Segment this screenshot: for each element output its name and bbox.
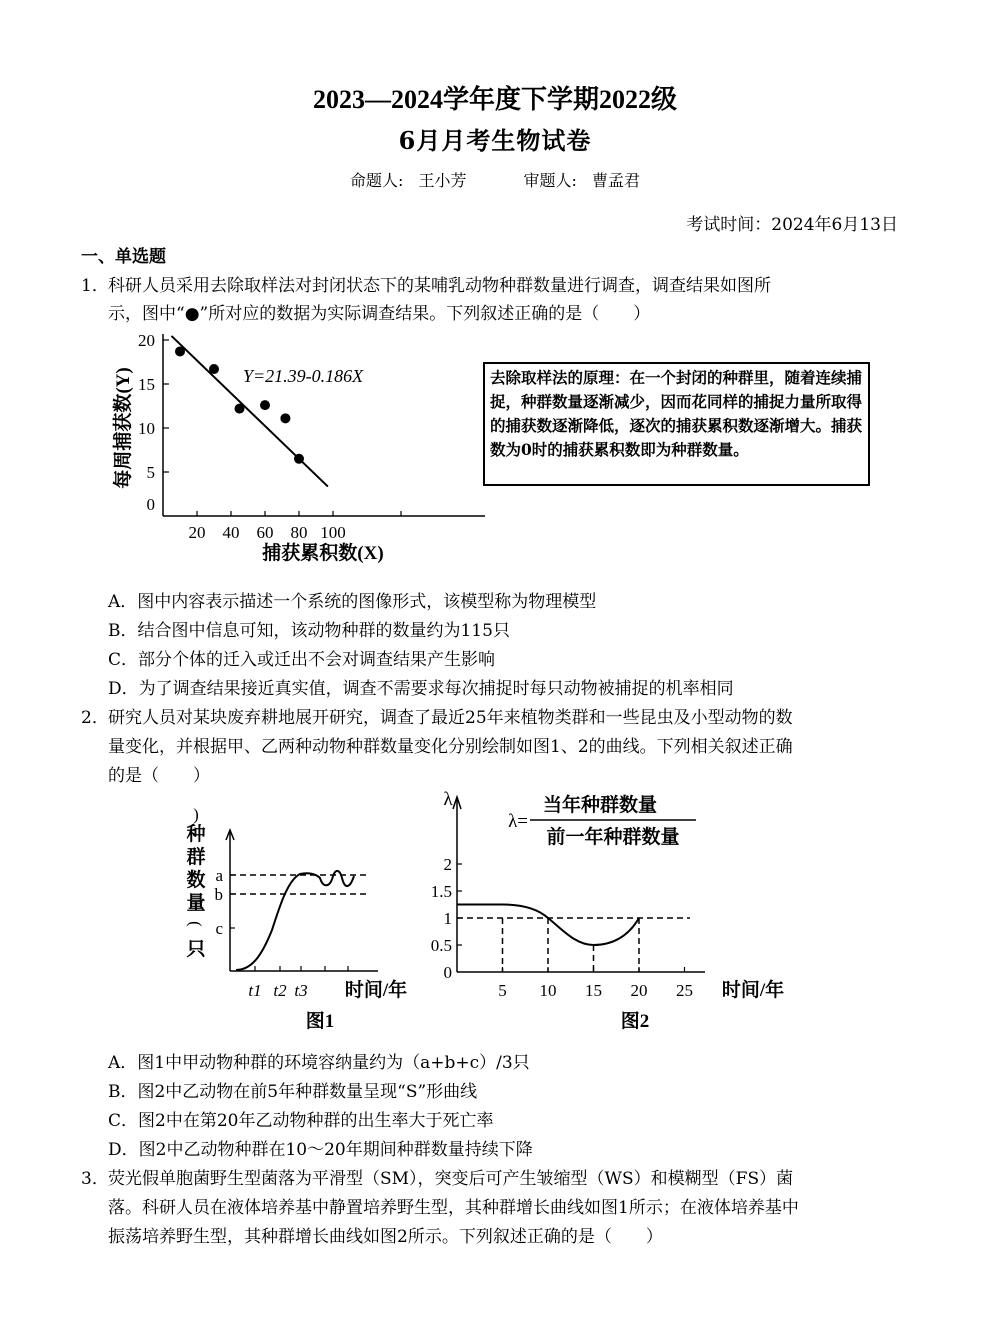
q1-principle-box: 去除取样法的原理：在一个封闭的种群里，随着连续捕捉，种群数量逐渐减少，因而花同样的捕捉力量所取得的捕获数逐渐降低，逐次的捕获累积数逐渐增大。捕获数为0时的捕获累积数即为种群数量。 [483,362,870,486]
y-tick-label: 0 [146,495,155,514]
y-tick-label: c [215,919,223,938]
q2-figure1-chart [170,805,420,1035]
x-tick-label: 40 [222,523,240,542]
authors-line [0,170,990,192]
population-curve [236,871,354,970]
y-tick-label: 0 [443,963,452,982]
q1-option-a: A．图中内容表示描述一个系统的图像形式，该模型称为物理模型 [108,592,597,612]
y-tick-label: 10 [138,419,155,438]
x-axis-label: 时间/年 [721,980,785,1001]
q1-number: 1． [81,276,109,296]
y-tick-label: b [214,885,223,904]
regression-line [172,336,328,487]
data-point [280,413,290,423]
q3-stem-line3: 振荡培养野生型，其种群增长曲线如图2所示。下列叙述正确的是（ ） [108,1227,663,1247]
figure-caption: 图1 [305,1011,335,1032]
q2-figure2-chart [420,785,800,1035]
x-tick-label: 10 [539,981,557,1000]
setter-label: 命题人: [349,171,404,190]
y-axis-label: λ [443,789,453,810]
q2-stem-line1: 研究人员对某块废弃耕地展开研究，调查了最近25年来植物类群和一些昆虫及小型动物的数 [108,708,793,728]
q1-option-b: B．结合图中信息可知，该动物种群的数量约为115只 [108,621,510,641]
y-tick-label: 2 [443,855,452,874]
q2-stem-line3: 的是（ ） [108,766,210,786]
exam-time: 考试时间：2024年6月13日 [686,215,898,235]
x-tick-label: t2 [273,981,287,1000]
y-tick-label: 20 [138,331,155,350]
q2-option-a: A．图1中甲动物种群的环境容纳量约为（a+b+c）/3只 [108,1053,530,1073]
x-tick-label: 15 [585,981,602,1000]
x-tick-label: 5 [498,981,507,1000]
y-tick-label: 0.5 [430,936,452,955]
figure-caption: 图2 [620,1011,650,1032]
y-axis-label-char: 数 [186,870,206,891]
x-tick-label: 20 [630,981,648,1000]
data-point [260,400,270,410]
x-axis-label: 捕获累积数(X) [262,543,384,564]
q2-fig1-group [185,805,407,1032]
y-axis-label-char: ) [193,805,199,824]
title-line1: 2023—2024学年度下学期2022级 [312,85,677,114]
q3-stem-line2: 落。科研人员在液体培养基中静置培养野生型，其种群增长曲线如图1所示；在液体培养基中 [108,1198,799,1218]
y-tick-label: a [215,866,223,885]
formula-numerator: 当年种群数量 [542,795,658,816]
x-tick-label: 60 [256,523,274,542]
q1-option-c: C．部分个体的迁入或迁出不会对调查结果产生影响 [108,650,496,670]
q2-option-c: C．图2中在第20年乙动物种群的出生率大于死亡率 [108,1111,494,1131]
y-tick-label: 1.5 [430,882,452,901]
x-tick-label: 100 [320,523,346,542]
y-tick-label: 5 [146,463,155,482]
y-axis-label-char: 种 [186,824,206,845]
q1-stem-line1: 科研人员采用去除取样法对封闭状态下的某哺乳动物种群数量进行调查，调查结果如图所 [108,276,771,296]
y-axis-label-char: 只 [186,939,206,960]
title-line2: 6月月考生物试卷 [398,126,592,155]
reviewer-name: 曹孟君 [592,171,641,190]
y-axis-label-char: 量 [186,893,206,914]
q2-stem-line2: 量变化，并根据甲、乙两种动物种群数量变化分别绘制如图1、2的曲线。下列相关叙述正确 [108,737,793,757]
x-axis-label: 时间/年 [344,980,408,1001]
x-tick-label: t1 [248,981,262,1000]
q2-option-d: D．图2中乙动物种群在10～20年期间种群数量持续下降 [108,1140,533,1160]
x-tick-label: 25 [676,981,693,1000]
y-tick-label: 1 [443,909,452,928]
q1-stem-line2: 示，图中“●”所对应的数据为实际调查结果。下列叙述正确的是（ ） [108,304,651,324]
y-tick-label: 15 [138,375,155,394]
section-title: 一、单选题 [81,247,166,267]
x-tick-label: t3 [294,981,308,1000]
q1-scatter-chart [105,330,490,570]
q2-option-b: B．图2中乙动物在前5年种群数量呈现“S”形曲线 [108,1082,478,1102]
q3-number: 3． [81,1169,109,1189]
y-axis-label: 每周捕获数(Y) [113,367,134,489]
y-axis-label-char: 群 [186,847,206,868]
y-axis-label-char: ( [186,921,205,927]
reviewer-label: 审题人: [523,171,577,190]
q2-fig2-group [431,789,784,1032]
formula-denominator: 前一年种群数量 [546,827,680,848]
q1-option-d: D．为了调查结果接近真实值，调查不需要求每次捕捉时每只动物被捕捉的机率相同 [108,679,734,699]
setter-name: 王小芳 [418,171,467,190]
q3-stem-line1: 荧光假单胞菌野生型菌落为平滑型（SM），突变后可产生皱缩型（WS）和模糊型（FS）菌 [108,1169,794,1189]
q1-chart-group [111,331,485,564]
q2-number: 2． [81,708,109,728]
x-tick-label: 80 [290,523,308,542]
formula-label: λ= [508,811,528,832]
regression-label: Y=21.39-0.186X [243,366,364,386]
x-tick-label: 20 [188,523,206,542]
